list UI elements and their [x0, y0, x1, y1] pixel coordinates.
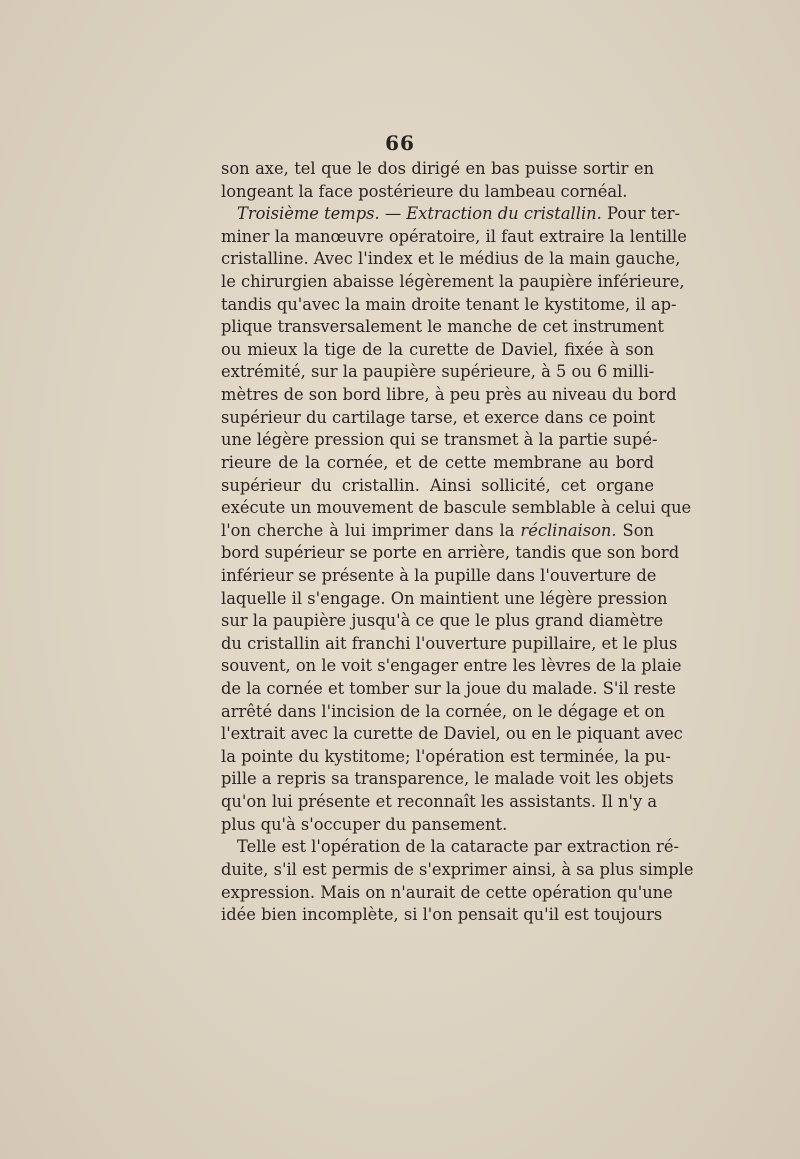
text-segment: son axe, tel que le dos dirigé en bas puisse sortir en [221, 159, 654, 178]
body-text [221, 158, 694, 927]
text-segment: Pour ter- [601, 204, 680, 224]
text-line [221, 181, 654, 204]
text-line [221, 384, 677, 407]
text-line [221, 294, 677, 317]
text-segment: exécute un mouvement de bascule semblable à celui que [221, 498, 692, 518]
text-segment: idée bien incomplète, si l'on pensait qu'il est toujours [221, 905, 663, 925]
text-line [221, 316, 664, 339]
text-segment: plus qu'à s'occuper du pansement. [221, 814, 508, 834]
text-segment: rieure de la cornée, et de cette membrane au bord [221, 452, 654, 472]
text-segment: supérieur du cristallin. Ainsi sollicité, cet organe [221, 475, 654, 495]
text-segment: Telle est l'opération de la cataracte par extraction ré- [237, 837, 679, 857]
text-segment: duite, s'il est permis de s'exprimer ainsi, à sa plus simple [221, 859, 694, 879]
text-line [221, 610, 664, 633]
text-segment: tandis qu'avec la main droite tenant le kystitome, il ap- [221, 294, 677, 314]
text-line [221, 248, 681, 271]
text-line [221, 791, 658, 814]
text-line [221, 158, 654, 181]
text-segment: le chirurgien abaisse légèrement la paupière inférieure, [221, 272, 685, 292]
text-segment: pille a repris sa transparence, le malade voit les objets [221, 769, 674, 789]
text-segment: souvent, on le voit s'engager entre les lèvres de la plaie [221, 656, 682, 676]
text-line [221, 475, 654, 498]
text-line [221, 655, 682, 678]
text-segment: du cristallin ait franchi l'ouverture pupillaire, et le plus [221, 633, 678, 653]
text-segment: expression. Mais on n'aurait de cette opération qu'une [221, 882, 673, 902]
text-line [221, 520, 654, 543]
text-segment: arrêté dans l'incision de la cornée, on le dégage et on [221, 701, 665, 721]
text-line [221, 271, 685, 294]
text-line [221, 723, 683, 746]
text-segment: de la cornée et tomber sur la joue du malade. S'il reste [221, 679, 676, 699]
text-line [221, 768, 674, 791]
italic-text: réclinaison. [520, 520, 617, 540]
text-segment: ou mieux la tige de la curette de Daviel, fixée à son [221, 339, 654, 359]
text-line [221, 407, 654, 430]
text-segment: la pointe du kystitome; l'opération est terminée, la pu- [221, 746, 671, 766]
text-line [221, 746, 671, 769]
text-segment: supérieur du cartilage tarse, et exerce dans ce point [221, 407, 655, 427]
text-segment: sur la paupière jusqu'à ce que le plus grand diamètre [221, 611, 664, 631]
text-segment: longeant la face postérieure du lambeau cornéal. [221, 181, 628, 201]
text-line [221, 904, 663, 927]
text-line [221, 429, 658, 452]
text-line [221, 452, 654, 475]
italic-text: Troisième temps. — Extraction du cristallin. [237, 204, 602, 224]
text-line [221, 836, 679, 859]
text-segment: l'extrait avec la curette de Daviel, ou en le piquant avec [221, 724, 683, 744]
text-line [221, 497, 692, 520]
text-line [221, 542, 680, 565]
text-line [221, 859, 694, 882]
text-segment: plique transversalement le manche de cet instrument [221, 317, 664, 337]
page-number: 66 [385, 131, 415, 155]
text-segment: cristalline. Avec l'index et le médius de la main gauche, [221, 249, 681, 269]
text-segment: bord supérieur se porte en arrière, tandis que son bord [221, 543, 680, 563]
text-line [221, 226, 687, 249]
text-line [221, 361, 654, 384]
text-line [221, 339, 654, 362]
text-line [221, 701, 665, 724]
text-segment: mètres de son bord libre, à peu près au niveau du bord [221, 385, 677, 405]
text-segment: qu'on lui présente et reconnaît les assistants. Il n'y a [221, 792, 658, 812]
text-segment: l'on cherche à lui imprimer dans la [221, 520, 521, 540]
text-segment: laquelle il s'engage. On maintient une légère pression [221, 588, 668, 608]
text-line [221, 565, 657, 588]
text-segment: Son [616, 520, 654, 540]
text-line [221, 882, 673, 905]
text-line [221, 814, 654, 837]
text-line [221, 633, 678, 656]
text-segment: une légère pression qui se transmet à la partie supé- [221, 430, 658, 450]
text-segment: miner la manœuvre opératoire, il faut extraire la lentille [221, 226, 687, 246]
text-line [221, 203, 680, 226]
text-segment: extrémité, sur la paupière supérieure, à 5 ou 6 milli- [221, 362, 655, 382]
text-line [221, 588, 668, 611]
text-line [221, 678, 676, 701]
text-segment: inférieur se présente à la pupille dans l'ouverture de [221, 565, 657, 585]
